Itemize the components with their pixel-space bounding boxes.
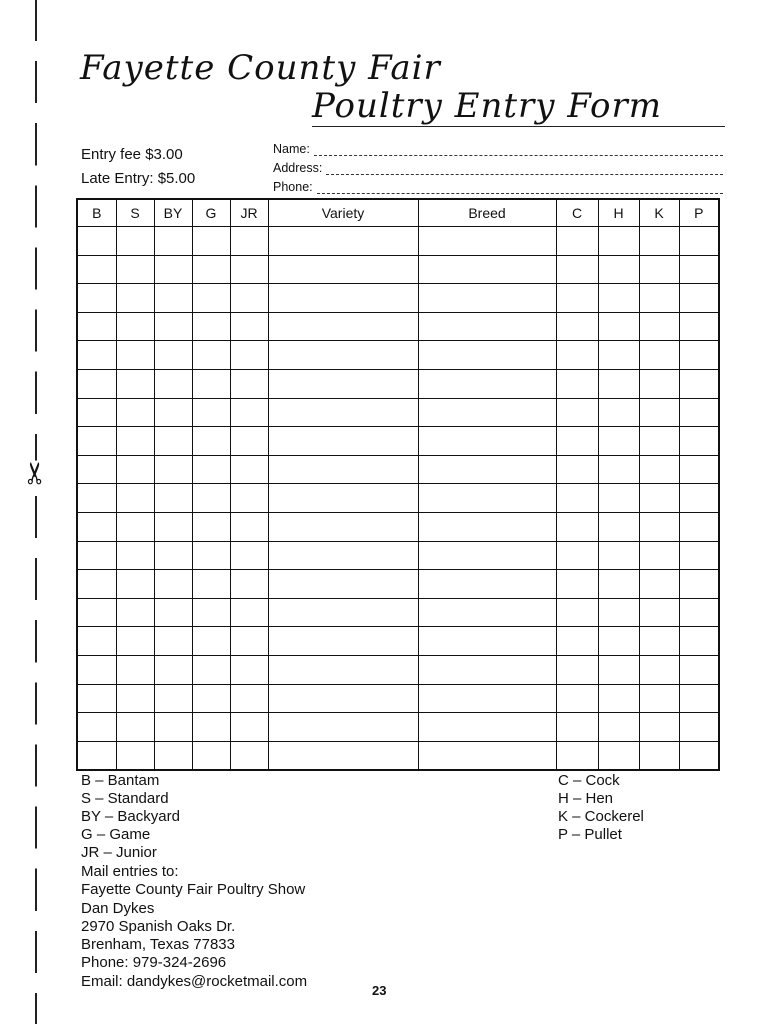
scissors-icon: ✂ [18,460,54,486]
entry-cell[interactable] [154,684,192,713]
entry-cell[interactable] [192,312,230,341]
entry-cell[interactable] [679,398,719,427]
entry-cell[interactable] [639,484,679,513]
entry-cell[interactable] [154,570,192,599]
table-row [77,684,719,713]
entry-cell[interactable] [418,655,556,684]
entry-cell[interactable] [192,484,230,513]
entry-cell[interactable] [77,398,116,427]
entry-cell[interactable] [598,741,639,770]
entry-cell[interactable] [116,627,154,656]
mail-city: Brenham, Texas 77833 [81,936,235,954]
entry-cell[interactable] [154,541,192,570]
entry-cell[interactable] [598,312,639,341]
entry-cell[interactable] [230,541,268,570]
entry-cell[interactable] [639,741,679,770]
table-row [77,255,719,284]
entry-cell[interactable] [679,627,719,656]
entry-cell[interactable] [230,398,268,427]
name-label: Name: [273,142,310,156]
entry-cell[interactable] [598,713,639,742]
entry-cell[interactable] [418,369,556,398]
entry-cell[interactable] [556,713,598,742]
entry-cell[interactable] [556,398,598,427]
column-header: G [192,199,230,227]
entry-cell[interactable] [230,684,268,713]
entry-cell[interactable] [418,398,556,427]
entry-cell[interactable] [598,255,639,284]
column-header: Breed [418,199,556,227]
entry-cell[interactable] [154,427,192,456]
entry-cell[interactable] [192,570,230,599]
entry-cell[interactable] [230,341,268,370]
entry-cell[interactable] [116,570,154,599]
entry-cell[interactable] [679,312,719,341]
entry-cell[interactable] [639,255,679,284]
entry-cell[interactable] [154,655,192,684]
entry-cell[interactable] [679,512,719,541]
entry-cell[interactable] [154,627,192,656]
table-row [77,398,719,427]
entry-cell[interactable] [556,312,598,341]
entry-cell[interactable] [268,369,418,398]
table-row [77,312,719,341]
entry-cell[interactable] [679,598,719,627]
entry-cell[interactable] [268,627,418,656]
table-row [77,427,719,456]
entry-cell[interactable] [268,541,418,570]
entry-cell[interactable] [679,227,719,256]
entry-cell[interactable] [556,627,598,656]
mailing-address [81,863,307,991]
column-header: C [556,199,598,227]
table-row [77,455,719,484]
entry-cell[interactable] [268,684,418,713]
entry-cell[interactable] [116,512,154,541]
entry-cell[interactable] [639,455,679,484]
entry-cell[interactable] [639,598,679,627]
entry-cell[interactable] [556,455,598,484]
entry-cell[interactable] [679,713,719,742]
legend-left [81,772,180,862]
entry-cell[interactable] [116,312,154,341]
entry-cell[interactable] [192,512,230,541]
entry-cell[interactable] [268,655,418,684]
entry-cell[interactable] [230,512,268,541]
entry-cell[interactable] [556,512,598,541]
entry-cell[interactable] [77,541,116,570]
entry-cell[interactable] [154,312,192,341]
table-row [77,541,719,570]
entry-cell[interactable] [679,570,719,599]
mail-street: 2970 Spanish Oaks Dr. [81,917,236,935]
entry-cell[interactable] [230,227,268,256]
entry-cell[interactable] [230,655,268,684]
entry-cell[interactable] [154,284,192,313]
mail-org: Fayette County Fair Poultry Show [81,881,306,899]
entry-cell[interactable] [556,484,598,513]
table-row [77,484,719,513]
mail-email[interactable]: Email: dandykes@rocketmail.com [81,972,308,990]
entry-cell[interactable] [230,369,268,398]
phone-label: Phone: [273,180,313,194]
entry-cell[interactable] [192,227,230,256]
entry-cell[interactable] [116,655,154,684]
entry-cell[interactable] [639,627,679,656]
entry-cell[interactable] [230,255,268,284]
entry-cell[interactable] [418,427,556,456]
entry-cell[interactable] [598,398,639,427]
entry-cell[interactable] [268,227,418,256]
address-line [326,165,723,175]
entry-cell[interactable] [598,684,639,713]
entry-cell[interactable] [556,284,598,313]
entry-cell[interactable] [679,455,719,484]
entry-cell[interactable] [639,398,679,427]
table-row [77,741,719,770]
entry-cell[interactable] [418,627,556,656]
entry-cell[interactable] [116,427,154,456]
entry-cell[interactable] [230,312,268,341]
entry-cell[interactable] [639,713,679,742]
entry-cell[interactable] [116,255,154,284]
entry-cell[interactable] [154,598,192,627]
entry-cell[interactable] [116,341,154,370]
entry-cell[interactable] [77,227,116,256]
column-header: P [679,199,719,227]
entry-cell[interactable] [116,684,154,713]
legend-item: B – Bantam [81,772,160,789]
entry-cell[interactable] [77,570,116,599]
entry-cell[interactable] [77,369,116,398]
entry-cell[interactable] [556,369,598,398]
entry-cell[interactable] [268,427,418,456]
entry-cell[interactable] [598,455,639,484]
entry-cell[interactable] [116,398,154,427]
entry-cell[interactable] [418,312,556,341]
entry-cell[interactable] [598,427,639,456]
name-line [314,146,723,156]
entry-cell[interactable] [192,655,230,684]
entry-cell[interactable] [639,341,679,370]
entry-cell[interactable] [230,598,268,627]
entry-cell[interactable] [154,512,192,541]
entry-cell[interactable] [116,598,154,627]
column-header: K [639,199,679,227]
entry-cell[interactable] [77,598,116,627]
entry-cell[interactable] [154,741,192,770]
entry-cell[interactable] [192,455,230,484]
entry-cell[interactable] [679,341,719,370]
entry-cell[interactable] [268,484,418,513]
entry-cell[interactable] [639,284,679,313]
entry-cell[interactable] [639,541,679,570]
entry-cell[interactable] [639,369,679,398]
column-header: S [116,199,154,227]
table-row [77,655,719,684]
table-row [77,598,719,627]
entry-cell[interactable] [230,741,268,770]
column-header: Variety [268,199,418,227]
entry-cell[interactable] [418,255,556,284]
entry-cell[interactable] [679,484,719,513]
entry-cell[interactable] [77,684,116,713]
legend-item: JR – Junior [81,844,157,861]
entry-cell[interactable] [418,741,556,770]
entry-cell[interactable] [268,741,418,770]
entry-cell[interactable] [154,341,192,370]
entry-cell[interactable] [116,369,154,398]
legend-item: H – Hen [558,790,614,807]
mail-person: Dan Dykes [81,899,155,917]
entry-cell[interactable] [116,227,154,256]
entry-cell[interactable] [418,455,556,484]
column-header: BY [154,199,192,227]
legend-item: S – Standard [81,790,169,807]
entry-cell[interactable] [556,541,598,570]
entry-cell[interactable] [418,284,556,313]
entry-cell[interactable] [268,598,418,627]
entry-cell[interactable] [556,598,598,627]
entry-cell[interactable] [556,341,598,370]
entry-cell[interactable] [268,284,418,313]
form-title-line1: Fayette County Fair [80,48,441,88]
entry-cell[interactable] [192,541,230,570]
entry-cell[interactable] [192,255,230,284]
entry-cell[interactable] [598,227,639,256]
entry-cell[interactable] [192,341,230,370]
entry-cell[interactable] [192,284,230,313]
address-label: Address: [273,161,323,175]
entry-cell[interactable] [418,598,556,627]
entry-cell[interactable] [598,484,639,513]
entry-cell[interactable] [639,312,679,341]
table-row [77,713,719,742]
column-header: B [77,199,116,227]
page-number: 23 [372,983,387,998]
entry-cell[interactable] [77,713,116,742]
entry-cell[interactable] [418,341,556,370]
entry-cell[interactable] [418,512,556,541]
mail-heading: Mail entries to: [81,863,179,880]
entry-cell[interactable] [154,255,192,284]
entry-cell[interactable] [639,427,679,456]
entry-cell[interactable] [268,455,418,484]
entry-cell[interactable] [598,627,639,656]
entry-cell[interactable] [679,369,719,398]
entry-cell[interactable] [418,684,556,713]
entry-cell[interactable] [154,369,192,398]
entry-cell[interactable] [154,227,192,256]
entry-cell[interactable] [679,284,719,313]
entry-cell[interactable] [192,713,230,742]
entry-cell[interactable] [418,484,556,513]
entry-cell[interactable] [418,570,556,599]
entry-cell[interactable] [230,484,268,513]
entry-cell[interactable] [679,541,719,570]
entry-cell[interactable] [116,713,154,742]
phone-field[interactable] [273,180,723,194]
entry-cell[interactable] [116,455,154,484]
entry-cell[interactable] [598,284,639,313]
entry-cell[interactable] [268,398,418,427]
entry-cell[interactable] [230,570,268,599]
entry-cell[interactable] [556,227,598,256]
title-underline [312,126,725,127]
table-header-row [77,199,719,227]
entry-cell[interactable] [77,655,116,684]
table-row [77,227,719,256]
entry-cell[interactable] [230,284,268,313]
table-row [77,341,719,370]
legend-item: K – Cockerel [558,808,644,825]
entry-cell[interactable] [556,570,598,599]
entry-cell[interactable] [230,627,268,656]
column-header: JR [230,199,268,227]
entry-cell[interactable] [639,655,679,684]
entry-cell[interactable] [679,427,719,456]
table-row [77,284,719,313]
entry-cell[interactable] [268,570,418,599]
entry-cell[interactable] [639,512,679,541]
entry-cell[interactable] [192,741,230,770]
entry-cell[interactable] [268,341,418,370]
entry-cell[interactable] [556,427,598,456]
entry-cell[interactable] [268,713,418,742]
column-header: H [598,199,639,227]
entry-cell[interactable] [77,512,116,541]
entry-cell[interactable] [418,713,556,742]
entry-cell[interactable] [679,684,719,713]
entry-cell[interactable] [418,541,556,570]
entry-cell[interactable] [679,255,719,284]
entry-cell[interactable] [154,455,192,484]
entry-cell[interactable] [598,541,639,570]
legend-right [558,772,644,844]
entry-cell[interactable] [77,427,116,456]
entry-cell[interactable] [192,627,230,656]
mail-phone: Phone: 979-324-2696 [81,954,227,972]
entry-cell[interactable] [556,741,598,770]
entry-cell[interactable] [77,741,116,770]
entry-cell[interactable] [598,369,639,398]
entry-cell[interactable] [116,484,154,513]
entry-cell[interactable] [77,484,116,513]
entry-cell[interactable] [77,255,116,284]
entry-cell[interactable] [192,684,230,713]
entry-cell[interactable] [268,512,418,541]
entry-cell[interactable] [192,427,230,456]
entry-cell[interactable] [116,284,154,313]
entry-cell[interactable] [556,684,598,713]
cut-line [35,0,37,1024]
entry-cell[interactable] [679,655,719,684]
entry-cell[interactable] [268,255,418,284]
entry-cell[interactable] [268,312,418,341]
entry-cell[interactable] [418,227,556,256]
entry-cell[interactable] [77,455,116,484]
entry-cell[interactable] [116,741,154,770]
entry-cell[interactable] [598,570,639,599]
entry-cell[interactable] [192,398,230,427]
legend-item: P – Pullet [558,826,622,843]
entry-cell[interactable] [154,713,192,742]
entry-cell[interactable] [230,455,268,484]
legend-item: C – Cock [558,772,620,789]
entry-cell[interactable] [598,598,639,627]
entry-cell[interactable] [598,512,639,541]
entry-cell[interactable] [556,655,598,684]
entry-cell[interactable] [77,284,116,313]
late-entry-fee: Late Entry: $5.00 [81,170,196,187]
legend-item: BY – Backyard [81,808,180,825]
entry-cell[interactable] [598,341,639,370]
entry-cell[interactable] [598,655,639,684]
entry-cell[interactable] [679,741,719,770]
table-row [77,570,719,599]
entry-cell[interactable] [154,484,192,513]
table-row [77,627,719,656]
entry-cell[interactable] [639,570,679,599]
phone-line [317,184,723,194]
entry-cell[interactable] [116,541,154,570]
entry-cell[interactable] [556,255,598,284]
entry-table [76,198,720,771]
entry-cell[interactable] [77,627,116,656]
entry-cell[interactable] [77,341,116,370]
entry-cell[interactable] [192,369,230,398]
entry-cell[interactable] [192,598,230,627]
entry-fee: Entry fee $3.00 [81,146,183,163]
entry-cell[interactable] [154,398,192,427]
entry-cell[interactable] [230,427,268,456]
table-row [77,512,719,541]
entry-cell[interactable] [639,227,679,256]
entry-cell[interactable] [77,312,116,341]
form-title-line2: Poultry Entry Form [312,86,663,126]
entry-cell[interactable] [639,684,679,713]
name-field[interactable] [273,142,723,156]
legend-item: G – Game [81,826,151,843]
table-row [77,369,719,398]
address-field[interactable] [273,161,723,175]
entry-cell[interactable] [230,713,268,742]
